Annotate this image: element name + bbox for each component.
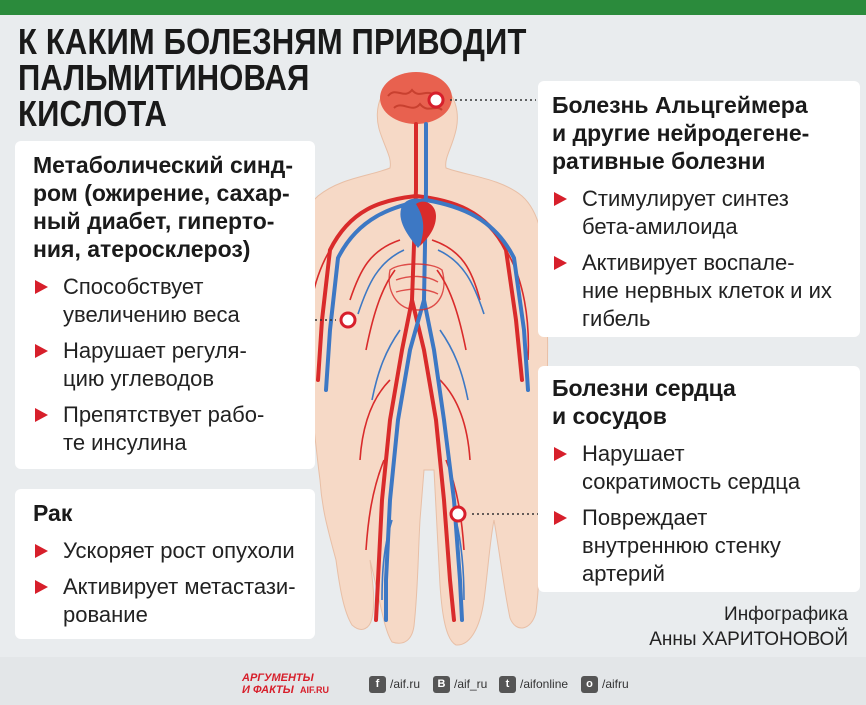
cancer-box	[15, 489, 315, 639]
list-item: Активирует воспале- ние нервных клеток и их гибель	[552, 249, 860, 333]
social-handle: /aifonline	[520, 677, 569, 691]
list-item: Способствует увеличению веса	[33, 273, 315, 329]
metabolic-heading: Метаболический синд- ром (ожирение, сахар- ный диабет, гиперто- ния, атеросклероз)	[33, 152, 294, 262]
body-silhouette	[296, 78, 548, 645]
title-line: КИСЛОТА	[18, 93, 168, 134]
title-line: ПАЛЬМИТИНОВАЯ	[18, 57, 310, 98]
social-handle: /aifru	[602, 677, 629, 691]
heart-vessels-box	[538, 366, 860, 592]
facebook-icon: f	[369, 676, 386, 693]
list-item: Нарушает регуля- цию углеводов	[33, 337, 315, 393]
credit-line: Инфографика	[724, 604, 848, 625]
bullet-triangle-icon	[35, 544, 48, 558]
bullet-triangle-icon	[35, 408, 48, 422]
social-link-odnoklassniki[interactable]	[581, 675, 629, 693]
aif-logo[interactable]	[240, 670, 332, 696]
vk-icon: B	[433, 676, 450, 693]
connector-leg	[451, 507, 465, 521]
bullet-triangle-icon	[554, 447, 567, 461]
connector-abdomen	[341, 313, 355, 327]
heart-effects-list	[552, 440, 860, 588]
metabolic-syndrome-box	[15, 141, 315, 469]
bullet-triangle-icon	[35, 280, 48, 294]
alzheimer-box	[538, 81, 860, 337]
metabolic-effects-list	[33, 273, 315, 457]
heart-heading: Болезни сердца и сосудов	[552, 375, 736, 429]
list-item: Активирует метастази- рование	[33, 573, 315, 629]
bullet-triangle-icon	[35, 344, 48, 358]
list-item: Стимулирует синтез бета-амилоида	[552, 185, 860, 241]
logo-text-top: АРГУМЕНТЫ	[242, 672, 314, 684]
list-item: Препятствует рабо- те инсулина	[33, 401, 315, 457]
bullet-triangle-icon	[35, 580, 48, 594]
odnoklassniki-icon: o	[581, 676, 598, 693]
list-item: Нарушает сократимость сердца	[552, 440, 860, 496]
logo-domain: AIF.RU	[300, 685, 329, 695]
page-title	[18, 21, 586, 134]
alzheimer-effects-list	[552, 185, 860, 333]
cancer-heading: Рак	[33, 500, 73, 526]
social-link-twitter[interactable]	[499, 675, 568, 693]
cancer-effects-list	[33, 537, 315, 629]
social-link-facebook[interactable]	[369, 675, 420, 693]
list-item: Повреждает внутреннюю стенку артерий	[552, 504, 860, 588]
social-link-vk[interactable]	[433, 675, 487, 693]
social-handle: /aif_ru	[454, 677, 488, 691]
bullet-triangle-icon	[554, 511, 567, 525]
bullet-triangle-icon	[554, 256, 567, 270]
twitter-icon: t	[499, 676, 516, 693]
logo-text-bottom: И ФАКТЫ	[242, 684, 294, 696]
social-handle: /aif.ru	[390, 677, 421, 691]
title-line: К КАКИМ БОЛЕЗНЯМ ПРИВОДИТ	[18, 21, 527, 62]
alzheimer-heading: Болезнь Альцгеймера и другие нейродегене- ративные болезни	[552, 92, 810, 174]
credit-line: Анны ХАРИТОНОВОЙ	[649, 629, 848, 650]
author-credit	[649, 602, 848, 652]
list-item: Ускоряет рост опухоли	[33, 537, 315, 565]
bullet-triangle-icon	[554, 192, 567, 206]
